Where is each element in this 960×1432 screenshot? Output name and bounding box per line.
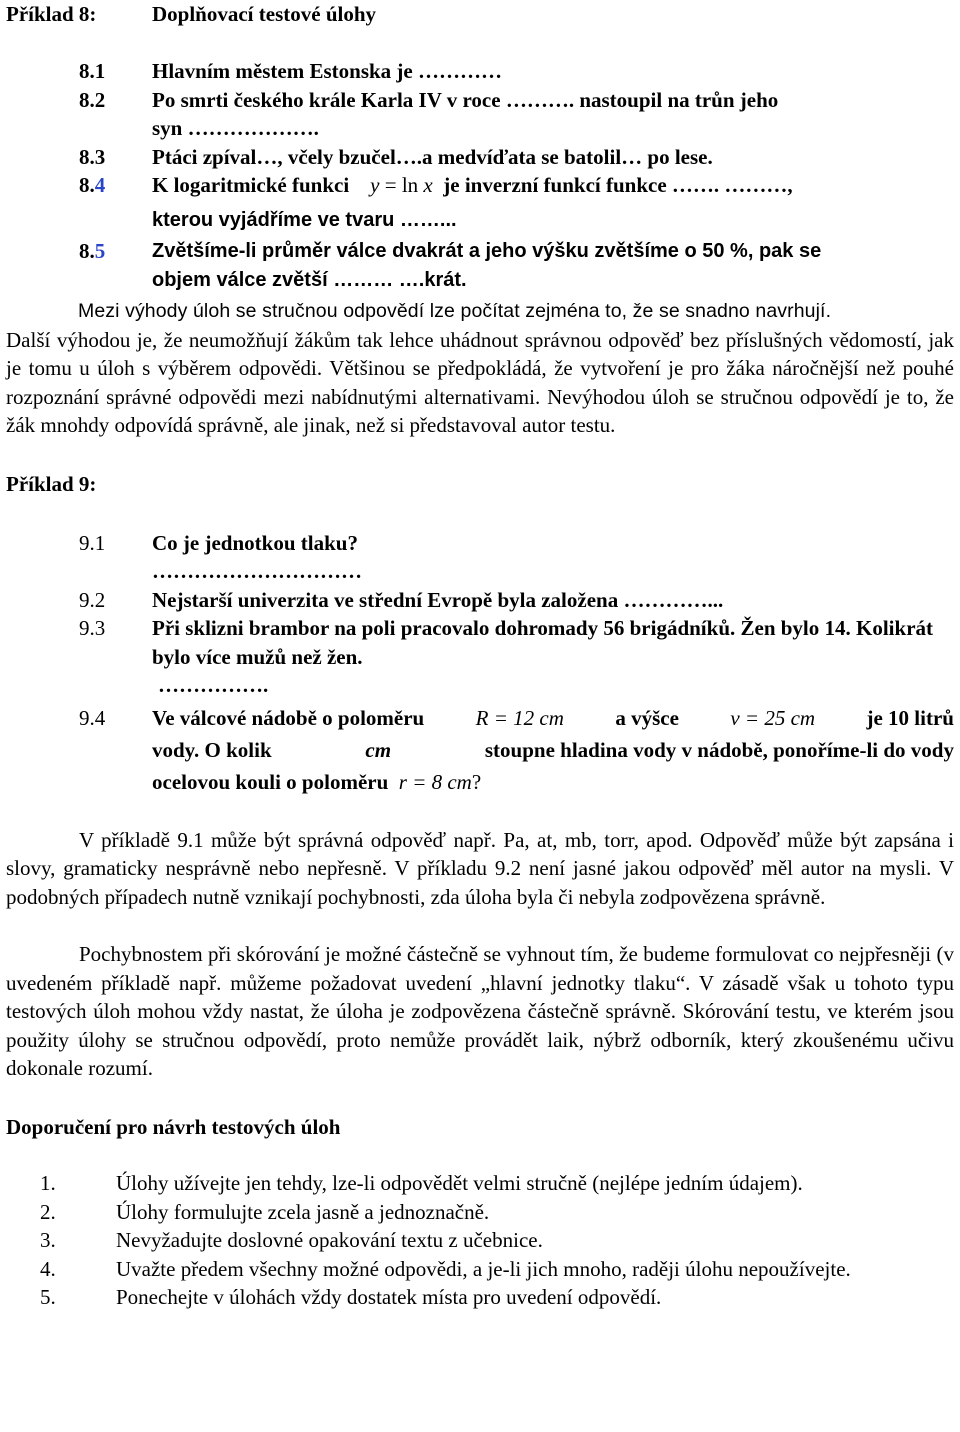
item-8-3	[6, 143, 954, 172]
list-text: Úlohy formulujte zcela jasně a jednoznačně.	[116, 1199, 490, 1224]
item-text: Ve válcové nádobě o poloměru	[152, 705, 425, 730]
item-text: je 10 litrů	[866, 705, 954, 730]
formula-height: v = 25 cm	[730, 705, 816, 730]
answer-blank: …………………………	[152, 559, 362, 583]
item-number-major: 8.	[79, 239, 95, 263]
example-8-label: Příklad 8:	[6, 2, 97, 26]
item-9-3	[6, 614, 954, 700]
list-number: 1.	[40, 1171, 56, 1195]
list-item	[6, 1255, 954, 1284]
item-number: 9.2	[79, 587, 106, 612]
example-9-heading	[6, 470, 954, 499]
list-number: 5.	[40, 1285, 56, 1309]
example-9-label: Příklad 9:	[6, 471, 97, 496]
item-number: 8.3	[79, 144, 106, 169]
item-9-1	[6, 529, 954, 586]
paragraph-first-line: Mezi výhody úloh se stručnou odpovědí lze počítat zejména to, že se snadno navrhují.	[78, 300, 832, 322]
item-number: 9.1	[79, 530, 106, 555]
example-8-heading	[6, 0, 954, 29]
item-8-1	[6, 57, 954, 86]
item-8-4	[6, 171, 954, 235]
list-item	[6, 1283, 954, 1312]
item-text: stoupne hladina vody v nádobě, ponoříme-li do vody	[484, 737, 954, 762]
item-text: K logaritmické funkci	[152, 173, 350, 197]
item-text: Po smrti českého krále Karla IV v roce ………. nastoupil na trůn jeho	[152, 87, 779, 112]
list-text: Nevyžadujte doslovné opakování textu z učebnice.	[116, 1228, 543, 1252]
item-text: vody. O kolik	[152, 737, 272, 762]
item-text: ?	[471, 769, 482, 794]
list-item	[6, 1198, 954, 1227]
item-text: Co je jednotkou tlaku?	[152, 530, 358, 555]
item-8-2	[6, 86, 954, 143]
item-text: Zvětšíme-li průměr válce dvakrát a jeho výšku zvětšíme o 50 %, pak se	[152, 240, 822, 262]
item-text: Při sklizni brambor na poli pracovalo dohromady 56 brigádníků. Žen bylo 14. Kolikrát bylo více mužů než žen.	[152, 616, 934, 669]
list-item	[6, 1169, 954, 1198]
paragraph-scoring: Pochybnostem při skórování je možné částečně se vyhnout tím, že budeme formulovat co nejpřesněji (v uvedeném příkladě např. můžeme požadovat uvedení „hlavní jednotky tlaku“. V zásadě však u tohoto typu testových úloh mohou vždy nastat, že úloha je zodpovězena částečně správně. Skórování testu, ve kterém jsou použity úlohy se stručnou odpovědí, proto nemůže provádět laik, nýbrž odborník, který zkoušenému učivu dokonale rozumí.	[6, 942, 954, 1080]
list-number: 3.	[40, 1228, 56, 1252]
item-text: a výšce	[615, 705, 679, 730]
item-text: je inverzní funkcí funkce ……. ………,	[443, 173, 793, 197]
formula-operator: = ln	[379, 173, 424, 197]
formula-radius: R = 12 cm	[475, 705, 564, 730]
list-number: 4.	[40, 1256, 56, 1281]
formula-unit: cm	[365, 737, 392, 762]
list-text: Úlohy užívejte jen tehdy, lze-li odpovědět velmi stručně (nejlépe jedním údajem).	[116, 1171, 803, 1195]
item-text-continued: objem válce zvětší ……… ….krát.	[152, 269, 467, 291]
list-item	[6, 1226, 954, 1255]
document-page	[6, 0, 954, 1312]
item-9-4	[6, 702, 954, 798]
formula-ball-radius: r = 8 cm	[398, 769, 472, 794]
item-number	[79, 171, 105, 200]
item-number-minor: 5	[94, 239, 106, 263]
item-number	[79, 237, 105, 266]
item-text-continued: kterou vyjádříme ve tvaru ……...	[152, 209, 457, 231]
item-number: 8.2	[79, 87, 106, 112]
item-9-2	[6, 586, 954, 615]
formula-x: x	[423, 173, 433, 197]
list-text: Ponechejte v úlohách vždy dostatek místa pro uvedení odpovědí.	[116, 1285, 662, 1309]
recommendations-heading: Doporučení pro návrh testových úloh	[6, 1114, 341, 1139]
item-text: Nejstarší univerzita ve střední Evropě byla založena …………...	[152, 587, 724, 612]
item-text-continued: syn ……………….	[152, 116, 319, 140]
item-number: 9.4	[79, 705, 106, 730]
answer-blank: …………….	[158, 673, 269, 697]
list-text: Uvažte předem všechny možné odpovědi, a je-li jich mnoho, raději úlohu nepoužívejte.	[116, 1256, 851, 1281]
item-text: Ptáci zpíval…, včely bzučel….a medvíďata se batolil… po lese.	[152, 144, 713, 169]
item-text: Hlavním městem Estonska je …………	[152, 59, 502, 83]
paragraph-example-9-discussion: V příkladě 9.1 může být správná odpověď např. Pa, at, mb, torr, apod. Odpověď může být zapsána i slovy, gramaticky nesprávně nebo nepřesně. V příkladu 9.2 není jasné jakou odpověď měl autor na mysli. V podobných případech nutně vznikají pochybnosti, zda úloha byla či nebyla zodpovězena správně.	[6, 827, 954, 909]
formula-y: y	[370, 173, 380, 197]
example-8-title: Doplňovací testové úlohy	[152, 2, 377, 26]
item-text: ocelovou kouli o poloměru	[152, 769, 389, 794]
paragraph-advantages	[6, 297, 954, 440]
list-number: 2.	[40, 1199, 56, 1224]
paragraph-body: Další výhodou je, že neumožňují žákům tak lehce uhádnout správnou odpověď bez příslušných vědomostí, jak je tomu u úloh s výběrem odpovědi. Většinou se předpokládá, že vytvoření je pro žáka náročnější než pouhé rozpoznání správné odpovědi mezi nabídnutými alternativami. Nevýhodou úloh se stručnou odpovědí je to, že žák mnohdy odpovídá správně, ale jinak, než si představoval autor testu.	[6, 327, 954, 437]
item-8-5	[6, 237, 954, 295]
item-number: 8.1	[79, 59, 106, 83]
item-number: 9.3	[79, 616, 106, 640]
recommendations-list	[6, 1169, 954, 1312]
item-number-major: 8.	[79, 173, 95, 197]
item-number-minor: 4	[94, 173, 106, 197]
